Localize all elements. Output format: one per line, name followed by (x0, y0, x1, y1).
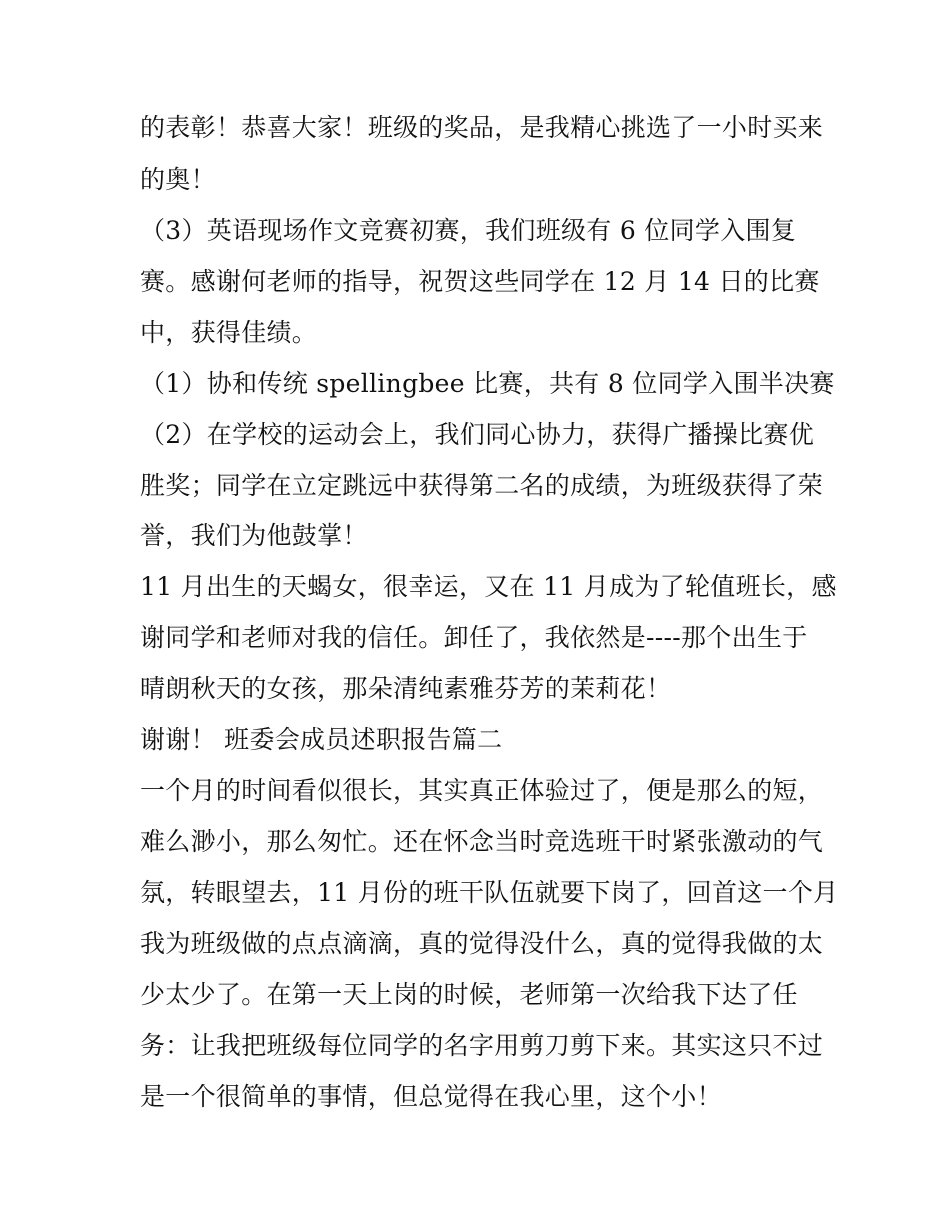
text-line: （1）协和传统 spellingbee 比赛，共有 8 位同学入围半决赛 (140, 369, 835, 398)
text-line: 谢同学和老师对我的信任。卸任了，我依然是----那个出生于 (140, 623, 808, 652)
text-line: 少太少了。在第一天上岗的时候，老师第一次给我下达了任 (140, 980, 798, 1009)
text-line: （2）在学校的运动会上，我们同心协力，获得广播操比赛优 (140, 420, 815, 449)
text-line: 中，获得佳绩。 (140, 318, 318, 347)
text-line: 赛。感谢何老师的指导，祝贺这些同学在 12 月 14 日的比赛 (140, 267, 820, 296)
text-line: 的表彰！恭喜大家！班级的奖品，是我精心挑选了一小时买来 (140, 113, 824, 142)
text-line: 胜奖；同学在立定跳远中获得第二名的成绩，为班级获得了荣 (140, 471, 824, 500)
text-line: 是一个很简单的事情，但总觉得在我心里，这个小！ (140, 1082, 722, 1111)
text-line: 晴朗秋天的女孩，那朵清纯素雅芬芳的茉莉花！ (140, 674, 672, 703)
text-line: 务：让我把班级每位同学的名字用剪刀剪下来。其实这只不过 (140, 1031, 824, 1060)
text-line: 难么渺小，那么匆忙。还在怀念当时竞选班干时紧张激动的气 (140, 827, 824, 856)
text-line: 一个月的时间看似很长，其实真正体验过了，便是那么的短， (140, 776, 824, 805)
text-line: 我为班级做的点点滴滴，真的觉得没什么，真的觉得我做的太 (140, 929, 824, 958)
text-line: （3）英语现场作文竞赛初赛，我们班级有 6 位同学入围复 (140, 216, 797, 245)
section-heading: 谢谢！ 班委会成员述职报告篇二 (140, 725, 503, 754)
text-line: 11 月出生的天蝎女，很幸运，又在 11 月成为了轮值班长，感 (140, 572, 837, 601)
text-line: 氛，转眼望去，11 月份的班干队伍就要下岗了，回首这一个月 (140, 878, 839, 907)
text-line: 誉，我们为他鼓掌！ (140, 521, 368, 550)
text-line: 的奥！ (140, 165, 216, 194)
